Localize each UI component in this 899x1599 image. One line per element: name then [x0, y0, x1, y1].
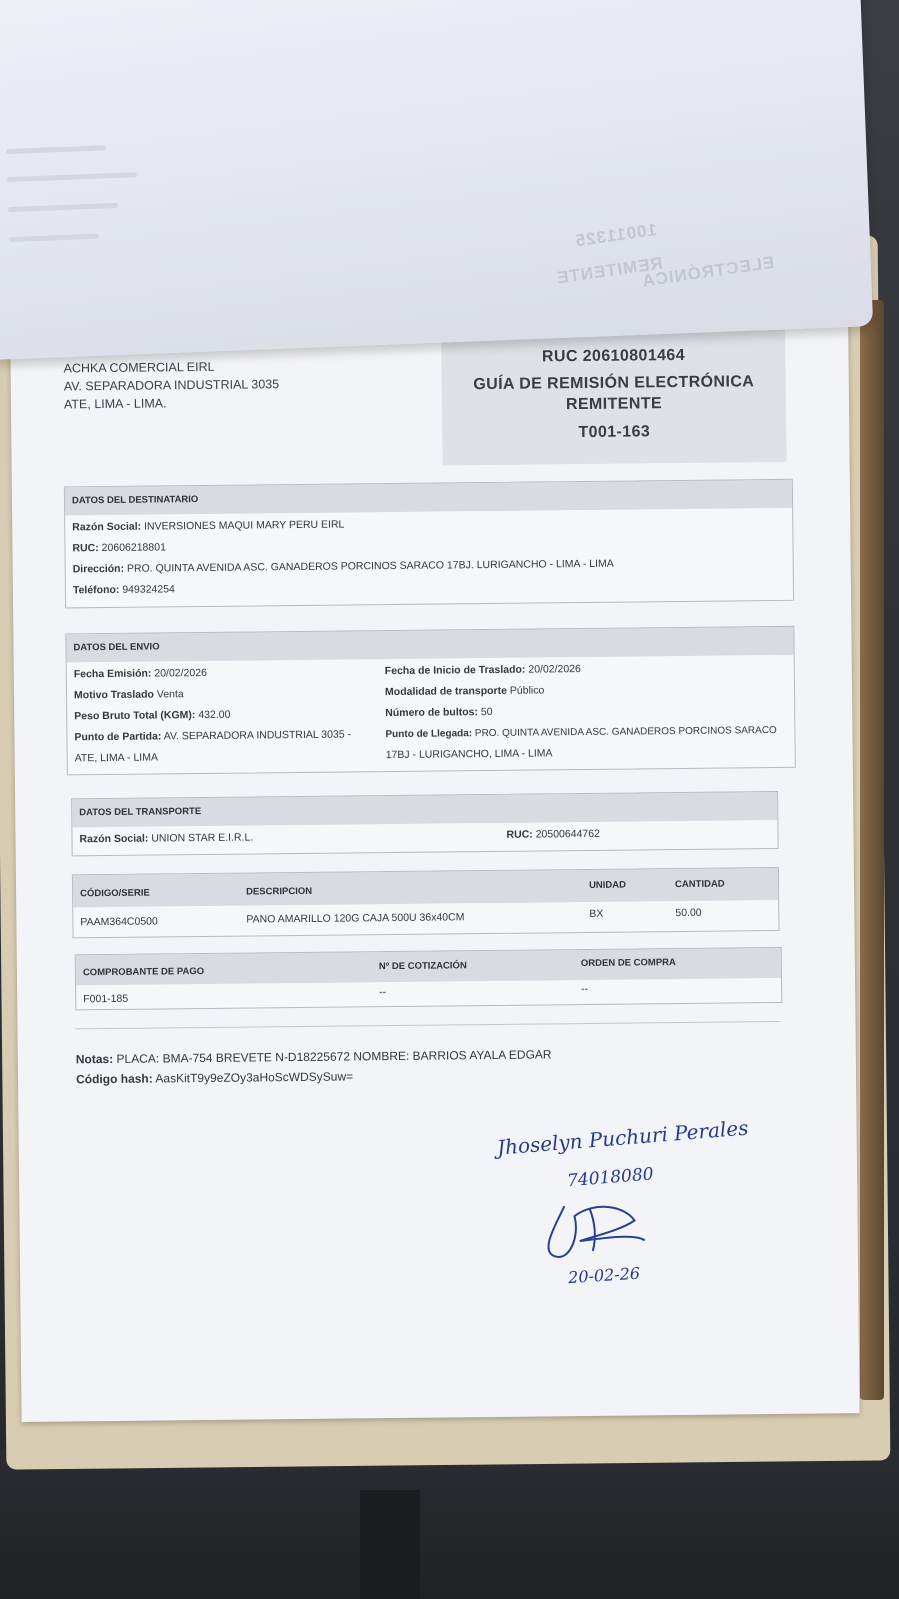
- modalidad-transporte: Modalidad de transporte Público: [384, 684, 545, 699]
- fecha-inicio-traslado: Fecha de Inicio de Traslado: 20/02/2026: [384, 663, 581, 678]
- col-cantidad: CANTIDAD: [674, 878, 725, 891]
- fecha-emision: Fecha Emisión: 20/02/2026: [73, 666, 207, 681]
- cell-cantidad: 50.00: [675, 906, 702, 920]
- section-header: DATOS DEL DESTINATARIO: [65, 480, 792, 516]
- punto-partida: Punto de Partida: AV. SEPARADORA INDUSTRIAL 3035 -: [74, 728, 352, 744]
- sender-district: ATE, LIMA - LIMA.: [63, 396, 167, 412]
- document-id-box: [441, 330, 786, 466]
- doc-number: T001-163: [578, 423, 651, 442]
- destinatario-ruc: RUC: 20606218801: [72, 541, 166, 555]
- cell-cotizacion: --: [379, 986, 387, 999]
- cell-descripcion: PANO AMARILLO 120G CAJA 500U 36x40CM: [246, 911, 465, 926]
- destinatario-razon: Razón Social: INVERSIONES MAQUI MARY PERU EIRL: [72, 518, 345, 534]
- cell-comprobante: F001-185: [83, 992, 129, 1006]
- handwritten-date: 20-02-26: [567, 1263, 641, 1288]
- section-header: DATOS DEL ENVIO: [66, 627, 793, 663]
- doc-subtitle: REMITENTE: [565, 395, 663, 414]
- items-table: [72, 867, 780, 938]
- col-descripcion: DESCRIPCION: [246, 885, 313, 898]
- doc-title: GUÍA DE REMISIÓN ELECTRÓNICA: [473, 373, 755, 394]
- destinatario-section: [64, 479, 794, 609]
- envio-left-column: [74, 661, 375, 769]
- punto-llegada-2: 17BJ - LURIGANCHO, LIMA - LIMA: [385, 747, 553, 762]
- peso-bruto: Peso Bruto Total (KGM): 432.00: [74, 708, 231, 723]
- clipboard-edge: [860, 300, 884, 1400]
- folded-previous-page: [0, 0, 873, 360]
- section-header: DATOS DEL TRANSPORTE: [72, 792, 777, 827]
- sender-name: ACHKA COMERCIAL EIRL: [63, 359, 215, 376]
- sender-address: AV. SEPARADORA INDUSTRIAL 3035: [63, 377, 280, 394]
- seat-cushion: [0, 1450, 899, 1599]
- col-codigo: CÓDIGO/SERIE: [80, 887, 150, 900]
- faded-line: [7, 172, 137, 182]
- faded-line: [8, 203, 118, 212]
- signature: [534, 1195, 655, 1266]
- sender-block: [63, 357, 279, 413]
- bleed-through-text: 10011325: [573, 219, 659, 251]
- bleed-through-text: ELECTRÓNICA: [640, 252, 776, 291]
- destinatario-telefono: Teléfono: 949324254: [72, 583, 175, 597]
- punto-partida-2: ATE, LIMA - LIMA: [74, 751, 158, 765]
- transporte-ruc: RUC: 20500644762: [506, 827, 600, 841]
- cell-codigo: PAAM364C0500: [80, 915, 158, 929]
- transporte-razon: Razón Social: UNION STAR E.I.R.L.: [79, 831, 254, 846]
- remission-guide-page: [10, 303, 860, 1422]
- destinatario-direccion: Dirección: PRO. QUINTA AVENIDA ASC. GANADEROS PORCINOS SARACO 17BJ. LURIGANCHO - LIMA - LIMA: [72, 557, 614, 576]
- divider: [76, 1021, 781, 1029]
- table-row: [73, 900, 778, 935]
- transporte-section: [71, 791, 779, 856]
- col-comprobante: COMPROBANTE DE PAGO: [82, 966, 205, 979]
- seat-seam: [360, 1490, 420, 1599]
- payment-table: [75, 947, 783, 1010]
- col-unidad: UNIDAD: [588, 879, 627, 891]
- cell-orden: --: [581, 982, 589, 996]
- bleed-through-text: REMITENTE: [554, 253, 664, 288]
- col-cotizacion: Nº DE COTIZACIÓN: [378, 960, 467, 973]
- col-orden-compra: ORDEN DE COMPRA: [580, 957, 676, 970]
- handwritten-name: Jhoselyn Puchuri Perales: [496, 1115, 750, 1160]
- envio-section: [65, 626, 795, 776]
- notes-block: [76, 1044, 552, 1089]
- numero-bultos: Número de bultos: 50: [385, 705, 493, 720]
- handwritten-id: 74018080: [566, 1164, 655, 1192]
- faded-line: [6, 145, 106, 154]
- punto-llegada: Punto de Llegada: PRO. QUINTA AVENIDA ASC. GANADEROS PORCINOS SARACO: [385, 724, 777, 741]
- motivo-traslado: Motivo Traslado Venta: [73, 688, 184, 702]
- codigo-hash: Código hash: AasKitT9y9eZOy3aHoScWDSySuw=: [75, 1069, 354, 1087]
- cell-unidad: BX: [589, 907, 604, 920]
- doc-ruc: RUC 20610801464: [541, 346, 686, 366]
- envio-right-column: [385, 657, 791, 766]
- faded-line: [9, 234, 99, 242]
- notas: Notas: PLACA: BMA-754 BREVETE N-D18225672 NOMBRE: BARRIOS AYALA EDGAR: [75, 1047, 552, 1067]
